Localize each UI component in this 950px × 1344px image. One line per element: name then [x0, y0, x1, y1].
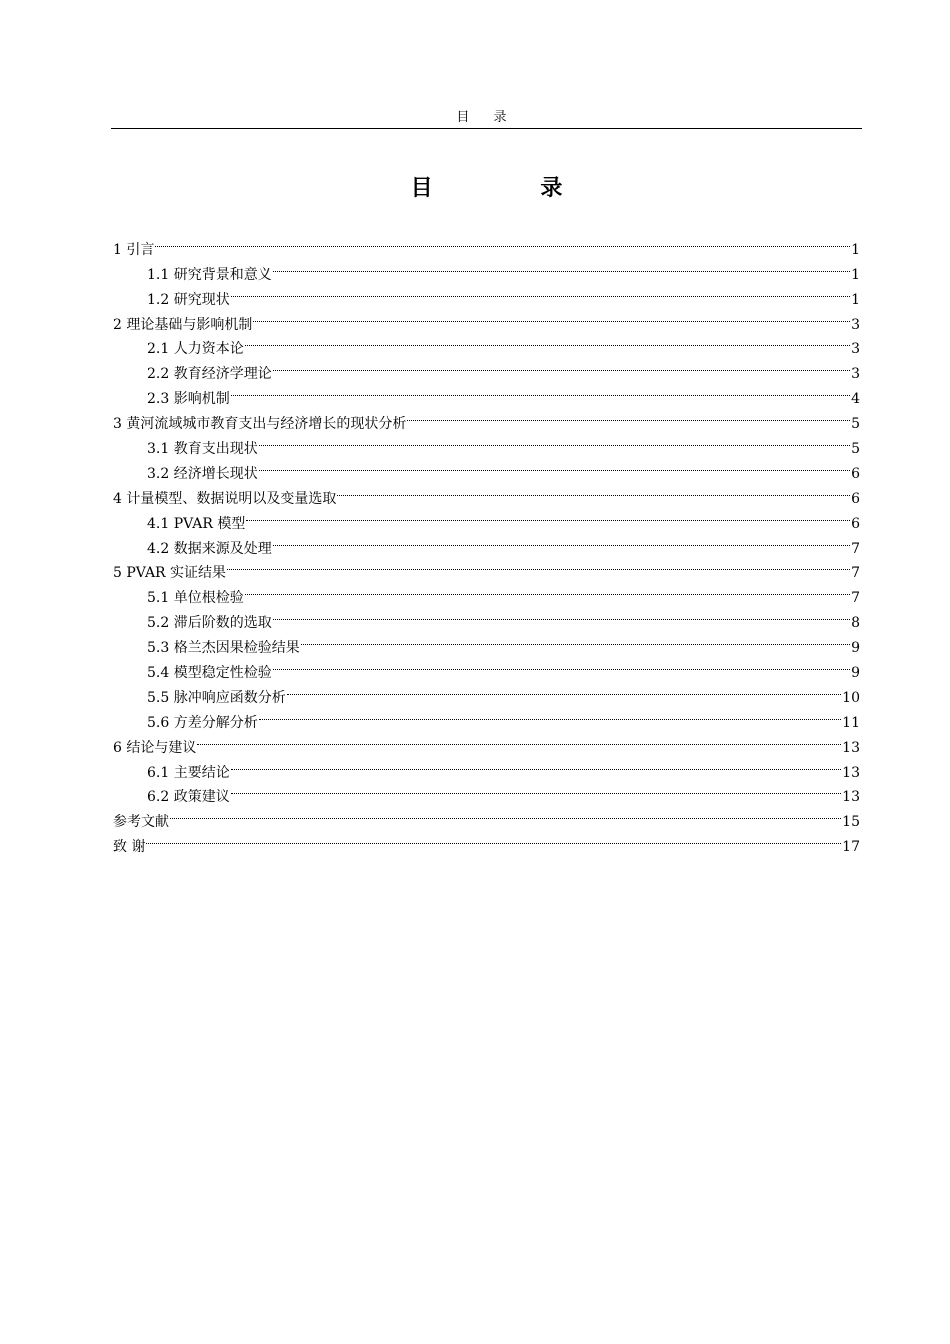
- toc-entry[interactable]: [113, 254, 860, 283]
- toc-dot-leader: [197, 727, 841, 752]
- toc-entry[interactable]: [113, 801, 860, 831]
- toc-dot-leader: [259, 453, 850, 478]
- toc-entry-label: 5 PVAR 实证结果: [113, 565, 227, 582]
- table-of-contents: [113, 229, 860, 856]
- toc-dot-leader: [253, 304, 850, 329]
- toc-entry-page-number: 7: [851, 590, 860, 607]
- toc-dot-leader: [155, 229, 850, 254]
- toc-entry-page-number: 3: [851, 316, 860, 333]
- toc-dot-leader: [407, 403, 850, 428]
- toc-entry-label: 2.1 人力资本论: [147, 341, 244, 358]
- toc-entry-label: 4.1 PVAR 模型: [147, 515, 246, 532]
- toc-dot-leader: [231, 777, 841, 802]
- toc-entry-label: 3.2 经济增长现状: [147, 465, 258, 482]
- toc-entry[interactable]: [113, 727, 860, 756]
- toc-dot-leader: [231, 752, 841, 777]
- toc-entry-page-number: 3: [851, 341, 860, 358]
- toc-entry-label: 2 理论基础与影响机制: [113, 316, 253, 333]
- toc-dot-leader: [259, 428, 850, 453]
- toc-entry-page-number: 10: [842, 689, 860, 706]
- toc-entry-label: 6.2 政策建议: [147, 789, 230, 806]
- toc-entry-page-number: 17: [842, 839, 860, 856]
- toc-entry-label: 致 谢: [113, 839, 146, 856]
- toc-dot-leader: [246, 503, 850, 528]
- toc-entry-label: 2.3 影响机制: [147, 391, 230, 408]
- toc-dot-leader: [259, 702, 841, 727]
- header-divider: [111, 128, 862, 129]
- toc-entry-label: 4.2 数据来源及处理: [147, 540, 272, 557]
- toc-entry-label: 1.1 研究背景和意义: [147, 266, 272, 283]
- toc-entry-label: 6 结论与建议: [113, 739, 197, 756]
- toc-entry-page-number: 5: [851, 441, 860, 458]
- toc-entry-page-number: 3: [851, 366, 860, 383]
- toc-entry-label: 参考文献: [113, 814, 169, 831]
- toc-entry-page-number: 13: [842, 739, 860, 756]
- toc-entry-label: 5.3 格兰杰因果检验结果: [147, 640, 300, 657]
- toc-entry-page-number: 7: [851, 540, 860, 557]
- toc-entry-label: 3.1 教育支出现状: [147, 441, 258, 458]
- toc-dot-leader: [170, 801, 841, 826]
- toc-dot-leader: [245, 577, 850, 602]
- toc-entry-page-number: 15: [842, 814, 860, 831]
- toc-entry-label: 5.2 滞后阶数的选取: [147, 615, 272, 632]
- toc-dot-leader: [287, 677, 841, 702]
- toc-entry-label: 4 计量模型、数据说明以及变量选取: [113, 490, 337, 507]
- toc-dot-leader: [273, 652, 850, 677]
- toc-entry[interactable]: [113, 826, 860, 856]
- toc-entry-label: 6.1 主要结论: [147, 764, 230, 781]
- toc-entry-page-number: 1: [851, 266, 860, 283]
- toc-entry-label: 3 黄河流域城市教育支出与经济增长的现状分析: [113, 416, 407, 433]
- toc-entry-page-number: 5: [851, 416, 860, 433]
- toc-entry-label: 5.1 单位根检验: [147, 590, 244, 607]
- toc-dot-leader: [227, 553, 850, 578]
- toc-entry-page-number: 8: [851, 615, 860, 632]
- toc-dot-leader: [273, 353, 850, 378]
- toc-dot-leader: [146, 826, 841, 851]
- toc-entry-page-number: 9: [851, 665, 860, 682]
- toc-entry-page-number: 4: [851, 391, 860, 408]
- toc-entry-label: 2.2 教育经济学理论: [147, 366, 272, 383]
- toc-entry-label: 1 引言: [113, 241, 155, 258]
- toc-entry-page-number: 11: [842, 714, 860, 731]
- toc-dot-leader: [301, 627, 850, 652]
- toc-dot-leader: [231, 378, 850, 403]
- toc-entry-page-number: 6: [851, 515, 860, 532]
- toc-dot-leader: [245, 329, 850, 354]
- toc-dot-leader: [273, 528, 850, 553]
- toc-entry-page-number: 6: [851, 465, 860, 482]
- toc-dot-leader: [273, 602, 850, 627]
- page-title: 目 录: [410, 176, 613, 201]
- toc-entry[interactable]: [113, 752, 860, 781]
- toc-dot-leader: [337, 478, 850, 503]
- toc-dot-leader: [273, 254, 850, 279]
- running-header: 目 录: [456, 110, 517, 125]
- toc-entry-page-number: 6: [851, 490, 860, 507]
- toc-entry-label: 5.4 模型稳定性检验: [147, 665, 272, 682]
- toc-entry-page-number: 1: [851, 241, 860, 258]
- toc-entry-page-number: 7: [851, 565, 860, 582]
- toc-entry-label: 5.5 脉冲响应函数分析: [147, 689, 286, 706]
- toc-entry-page-number: 13: [842, 789, 860, 806]
- toc-entry[interactable]: [113, 229, 860, 258]
- toc-entry-label: 5.6 方差分解分析: [147, 714, 258, 731]
- toc-entry-page-number: 1: [851, 291, 860, 308]
- toc-entry-page-number: 9: [851, 640, 860, 657]
- toc-dot-leader: [231, 279, 850, 304]
- toc-entry-label: 1.2 研究现状: [147, 291, 230, 308]
- toc-entry-page-number: 13: [842, 764, 860, 781]
